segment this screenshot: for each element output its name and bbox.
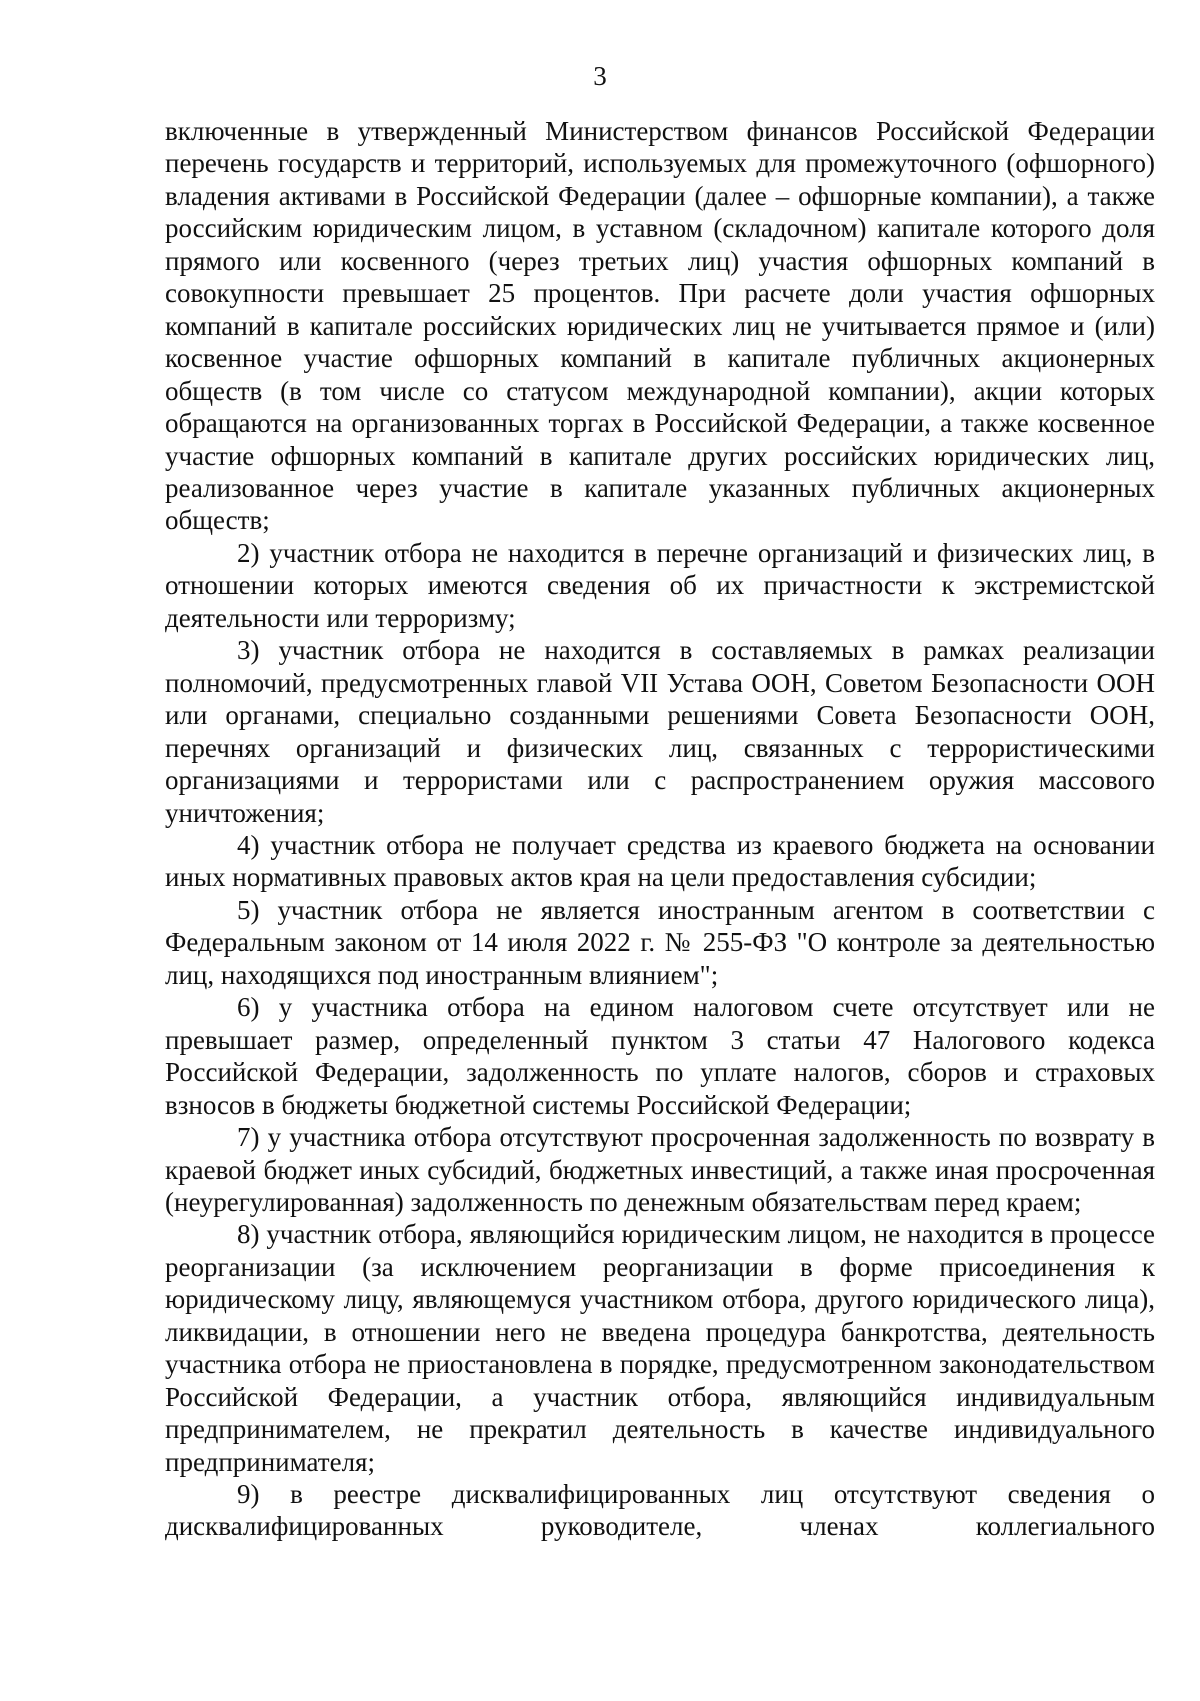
document-body — [165, 115, 1155, 1543]
page-number: 3 — [593, 61, 607, 91]
paragraph-item-4: 4) участник отбора не получает средства из краевого бюджета на основании иных нормативных правовых актов края на цели предоставления субсидии; — [165, 829, 1155, 893]
paragraph-item-7: 7) у участника отбора отсутствуют просроченная задолженность по возврату в краевой бюджет иных субсидий, бюджетных инвестиций, а также иная просроченная (неурегулированная) задолженность по денежным обязательствам перед краем; — [165, 1122, 1155, 1217]
paragraph-item-3: 3) участник отбора не находится в составляемых в рамках реализации полномочий, предусмотренных главой VII Устава ООН, Советом Безопасности ООН или органами, специально созданными решениями Совета Безопасности ООН, перечнях организаций и физических лиц, связанных с террористическими организациями и террористами или с распространением оружия массового уничтожения; — [165, 635, 1155, 828]
paragraph-item-9: 9) в реестре дисквалифицированных лиц отсутствуют сведения о дисквалифицированных руководителе, членах коллегиального — [165, 1479, 1155, 1542]
paragraph-item-8: 8) участник отбора, являющийся юридическим лицом, не находится в процессе реорганизации (за исключением реорганизации в форме присоединения к юридическому лицу, являющемуся участником отбора, другого юридического лица), ликвидации, в отношении него не введена процедура банкротства, деятельность участника отбора не приостановлена в порядке, предусмотренном законодательством Российской Федерации, а участник отбора, являющийся индивидуальным предпринимателем, не прекратил деятельность в качестве индивидуального предпринимателя; — [165, 1219, 1155, 1477]
paragraph-item-2: 2) участник отбора не находится в перечне организаций и физических лиц, в отношении которых имеются сведения об их причастности к экстремистской деятельности или терроризму; — [165, 537, 1155, 633]
paragraph-offshore-continuation: включенные в утвержденный Министерством финансов Российской Федерации перечень государств и территорий, используемых для промежуточного (офшорного) владения активами в Российской Федерации (далее – офшорные компании), а также российским юридическим лицом, в уставном (складочном) капитале которого доля прямого или косвенного (через третьих лиц) участия офшорных компаний в совокупности превышает 25 процентов. При расчете доли участия офшорных компаний в капитале российских юридических лиц не учитывается прямое и (или) косвенное участие офшорных компаний в капитале публичных акционерных обществ (в том числе со статусом международной компании), акции которых обращаются на организованных торгах в Российской Федерации, а также косвенное участие офшорных компаний в капитале других российских юридических лиц, реализованное через участие в капитале указанных публичных акционерных обществ; — [165, 116, 1155, 536]
paragraph-item-6: 6) у участника отбора на едином налоговом счете отсутствует или не превышает размер, определенный пунктом 3 статьи 47 Налогового кодекса Российской Федерации, задолженность по уплате налогов, сборов и страховых взносов в бюджеты бюджетной системы Российской Федерации; — [165, 992, 1155, 1120]
paragraph-item-5: 5) участник отбора не является иностранным агентом в соответствии с Федеральным законом от 14 июля 2022 г. № 255-ФЗ "О контроле за деятельностью лиц, находящихся под иностранным влиянием"; — [165, 894, 1155, 990]
